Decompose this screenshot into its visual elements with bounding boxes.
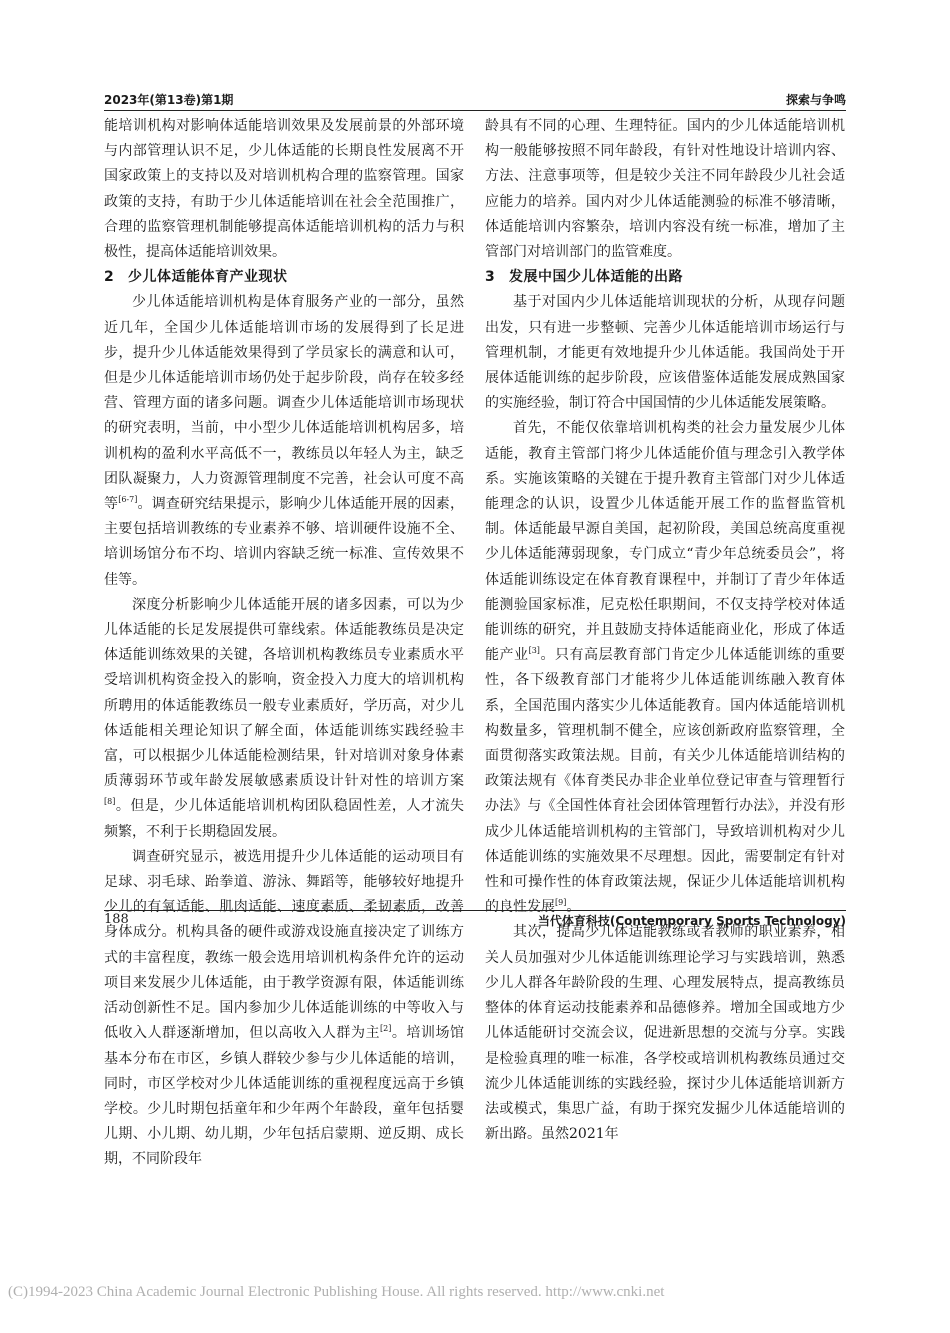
paragraph: 其次，提高少儿体适能教练或者教师的职业素养，相关人员加强对少儿体适能训练理论学习与实践培训，熟悉少儿人群各年龄阶段的生理、心理发展特点，提高教练员整体的体育运动技能素养和品德修养。增加全国或地方少儿体适能研讨交流会议，促进新思想的交流与分享。实践是检验真理的唯一标准，各学校或培训机构教练员通过交流少儿体适能训练的实践经验，探讨少儿体适能培训新方法或模式，集思广益，有助于探究发掘少儿体适能培训的新出路。虽然2021年	[485, 924, 845, 1143]
section-heading	[104, 265, 464, 290]
paragraph	[104, 845, 464, 1173]
section-title: 少儿体适能体育产业现状	[128, 269, 288, 286]
page-number: 188	[104, 912, 129, 927]
citation: [8]	[104, 797, 116, 807]
paragraph	[104, 593, 464, 845]
paragraph-text: 。调查研究结果提示，影响少儿体适能开展的因素，主要包括培训教练的专业素养不够、培训硬件设施不全、培训场馆分布不均、培训内容缺乏统一标准、宣传效果不佳等。	[104, 496, 464, 588]
citation: [6-7]	[118, 495, 138, 505]
running-header	[104, 88, 846, 110]
section-number: 2	[104, 269, 115, 286]
paragraph: 能培训机构对影响体适能培训效果及发展前景的外部环境与内部管理认识不足，少儿体适能的长期良性发展离不开国家政策上的支持以及对培训机构合理的监察管理。国家政策的支持，有助于少儿体适能培训在社会全范围推广，合理的监察管理机制能够提高体适能培训机构的活力与积极性，提高体适能培训效果。	[104, 118, 464, 261]
section-heading	[485, 265, 845, 290]
paragraph	[104, 290, 464, 592]
section-title: 发展中国少儿体适能的出路	[509, 269, 683, 286]
paragraph-text: 。	[566, 899, 581, 916]
paragraph	[485, 416, 845, 920]
issue-label: 2023年(第13卷)第1期	[104, 93, 234, 107]
paragraph-text: 。培训场馆基本分布在市区，乡镇人群较少参与少儿体适能的培训，同时，市区学校对少儿体适能训练的重视程度远高于乡镇学校。少儿时期包括童年和少年两个年龄段，童年包括婴儿期、小儿期、幼儿期，少年包括启蒙期、逆反期、成长期，不同阶段年	[104, 1025, 465, 1168]
journal-name: 当代体育科技(Contemporary Sports Technology)	[537, 914, 846, 928]
paragraph-text: 少儿体适能培训机构是体育服务产业的一部分，虽然近几年，全国少儿体适能培训市场的发展得到了长足进步，提升少儿体适能效果得到了学员家长的满意和认可，但是少儿体适能培训市场仍处于起步阶段，尚存在较多经营、管理方面的诸多问题。调查少儿体适能培训市场现状的研究表明，当前，中小型少儿体适能培训机构居多，培训机构的盈利水平高低不一，教练员以年轻人为主，缺乏团队凝聚力，人力资源管理制度不完善，社会认可度不高等	[104, 294, 464, 513]
citation: [2]	[380, 1024, 392, 1034]
paragraph-text: 首先，不能仅依靠培训机构类的社会力量发展少儿体适能，教育主管部门将少儿体适能价值与理念引入教学体系。实施该策略的关键在于提升教育主管部门对少儿体适能理念的认识，设置少儿体适能开展工作的监督监管机制。体适能最早源自美国，起初阶段，美国总统高度重视少儿体适能薄弱现象，专门成立“青少年总统委员会”，将体适能训练设定在体育教育课程中，并制订了青少年体适能测验国家标准，尼克松任职期间，不仅支持学校对体适能训练的研究，并且鼓励支持体适能商业化，形成了体适能产业	[485, 420, 845, 664]
section-label: 探索与争鸣	[785, 93, 846, 107]
section-number: 3	[485, 269, 496, 286]
footer-rule	[104, 910, 846, 911]
paragraph-text: 调查研究显示，被选用提升少儿体适能的运动项目有足球、羽毛球、跆拳道、游泳、舞蹈等，能够较好地提升少儿的有氧适能、肌肉适能、速度素质、柔韧素质，改善身体成分。机构具备的硬件或游戏设施直接决定了训练方式的丰富程度，教练一般会选用培训机构条件允许的运动项目来发展少儿体适能，由于教学资源有限，体适能训练活动创新性不足。国内参加少儿体适能训练的中等收入与低收入人群逐渐增加，但以高收入人群为主	[104, 848, 464, 1042]
paragraph: 龄具有不同的心理、生理特征。国内的少儿体适能培训机构一般能够按照不同年龄段，有针对性地设计培训内容、方法、注意事项等，但是较少关注不同年龄段少儿社会适应能力的培养。国内对少儿体适能测验的标准不够清晰，体适能培训内容繁杂，培训内容没有统一标准，增加了主管部门对培训部门的监管难度。	[485, 118, 845, 261]
paragraph: 基于对国内少儿体适能培训现状的分析，从现存问题出发，只有进一步整顿、完善少儿体适能培训市场运行与管理机制，才能更有效地提升少儿体适能。我国尚处于开展体适能训练的起步阶段，应该借鉴体适能发展成熟国家的实施经验，制订符合中国国情的少儿体适能发展策略。	[485, 294, 845, 412]
paragraph-text: 深度分析影响少儿体适能开展的诸多因素，可以为少儿体适能的长足发展提供可靠线索。体适能教练员是决定体适能训练效果的关键，各培训机构教练员专业素质水平受培训机构资金投入的影响，资金投入力度大的培训机构所聘用的体适能教练员一般专业素质好，学历高，对少儿体适能相关理论知识了解全面，体适能训练实践经验丰富，可以根据少儿体适能检测结果，针对培训对象身体素质薄弱环节或年龄发展敏感素质设计针对性的培训方案	[104, 596, 464, 790]
paragraph-text: 。只有高层教育部门肯定少儿体适能训练的重要性，各下级教育部门才能将少儿体适能训练融入教育体系，全国范围内落实少儿体适能教育。国内体适能培训机构数量多，管理机制不健全，应该创新政府监察管理，全面贯彻落实政策法规。目前，有关少儿体适能培训结构的政策法规有《体育类民办非企业单位登记审查与管理暂行办法》与《全国性体育社会团体管理暂行办法》，并没有形成少儿体适能培训机构的主管部门，导致培训机构对少儿体适能训练的实施效果不尽理想。因此，需要制定有针对性和可操作性的体育政策法规，保证少儿体适能培训机构的良性发展	[485, 647, 846, 916]
copyright-watermark: (C)1994-2023 China Academic Journal Electronic Publishing House. All rights reserved. http://www.cnki.net	[8, 1284, 665, 1300]
header-rule	[104, 110, 846, 111]
paragraph-text: 。但是，少儿体适能培训机构团队稳固性差，人才流失频繁，不利于长期稳固发展。	[104, 798, 464, 840]
citation: [3]	[528, 646, 540, 656]
citation: [9]	[555, 898, 567, 908]
